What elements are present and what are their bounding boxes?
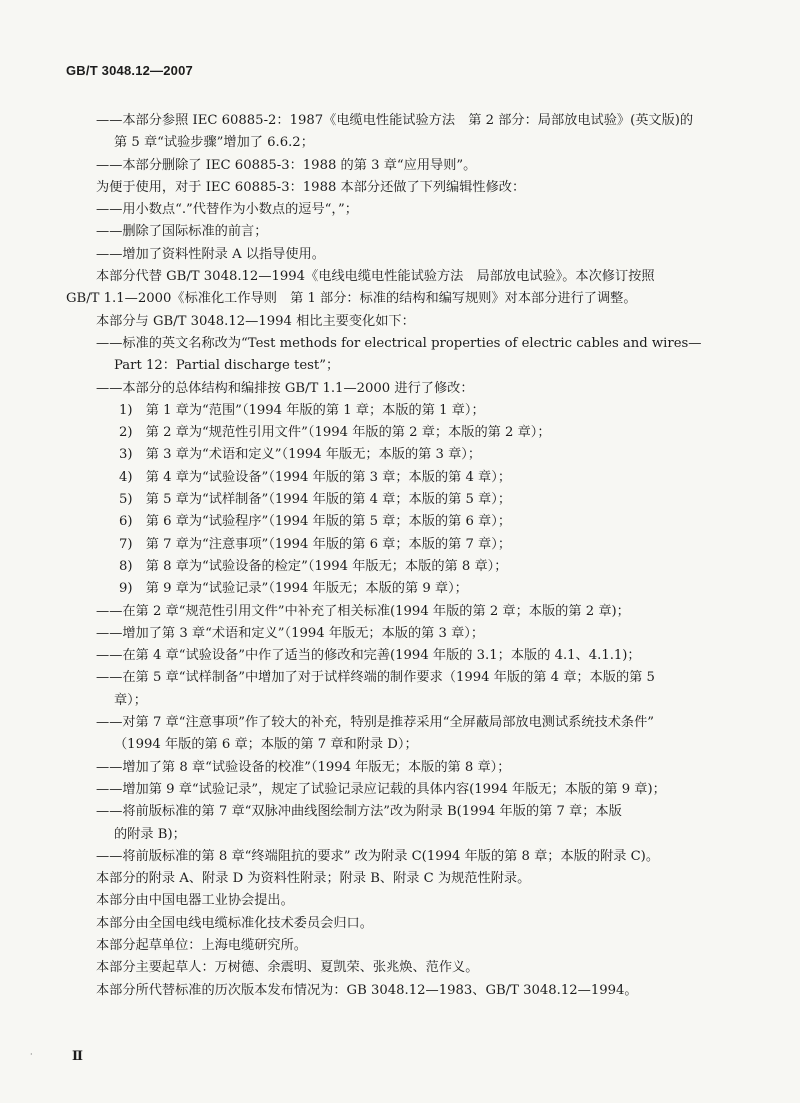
- text-line: ——对第 7 章“注意事项”作了较大的补充，特别是推荐采用“全屏蔽局部放电测试系统技术条件”: [96, 715, 655, 731]
- text-line: 6) 第 6 章为“试验程序”（1994 年版的第 5 章；本版的第 6 章）；: [119, 514, 512, 530]
- text-line: ——增加了第 3 章“术语和定义”（1994 年版无；本版的第 3 章）；: [96, 625, 485, 641]
- text-line: 章）；: [114, 692, 147, 708]
- text-line: 本部分所代替标准的历次版本发布情况为：GB 3048.12—1983、GB/T 3048.12—1994。: [96, 982, 638, 998]
- text-line: ——将前版标准的第 7 章“双脉冲曲线图绘制方法”改为附录 B(1994 年版的第 7 章；本版: [96, 804, 622, 820]
- text-line: 本部分与 GB/T 3048.12—1994 相比主要变化如下：: [96, 313, 415, 329]
- text-line: Part 12：Partial discharge test”；: [114, 358, 340, 374]
- text-line: ——将前版标准的第 8 章“终端阻抗的要求” 改为附录 C(1994 年版的第 8 章；本版的附录 C)。: [96, 848, 660, 864]
- text-line: ——本部分的总体结构和编排按 GB/T 1.1—2000 进行了修改：: [96, 380, 474, 396]
- text-line: 7) 第 7 章为“注意事项”（1994 年版的第 6 章；本版的第 7 章）；: [119, 536, 512, 552]
- text-line: ——用小数点“.”代替作为小数点的逗号“，”；: [96, 202, 358, 218]
- text-line: ——在第 2 章“规范性引用文件”中补充了相关标准(1994 年版的第 2 章；本版的第 2 章)；: [96, 603, 630, 619]
- text-line: 第 5 章“试验步骤”增加了 6.6.2；: [114, 135, 314, 151]
- text-line: ——在第 4 章“试验设备”中作了适当的修改和完善(1994 年版的 3.1；本版的 4.1、4.1.1)；: [96, 648, 641, 664]
- text-line: 1) 第 1 章为“范围”（1994 年版的第 1 章；本版的第 1 章）；: [119, 402, 485, 418]
- standard-number-header: GB/T 3048.12—2007: [66, 63, 193, 78]
- text-line: 本部分主要起草人：万树德、余震明、夏凯荣、张兆焕、范作义。: [96, 960, 479, 976]
- text-line: 本部分起草单位：上海电缆研究所。: [96, 937, 307, 953]
- text-line: GB/T 1.1—2000《标准化工作导则 第 1 部分：标准的结构和编写规则》对本部分进行了调整。: [66, 291, 637, 307]
- text-line: ——增加了资料性附录 A 以指导使用。: [96, 246, 325, 262]
- text-line: 本部分代替 GB/T 3048.12—1994《电线电缆电性能试验方法 局部放电试验》。本次修订按照: [96, 269, 655, 285]
- text-line: 4) 第 4 章为“试验设备”（1994 年版的第 3 章；本版的第 4 章）；: [119, 469, 512, 485]
- text-line: ——在第 5 章“试样制备”中增加了对于试样终端的制作要求（1994 年版的第 4 章；本版的第 5: [96, 670, 655, 686]
- text-line: 本部分由全国电线电缆标准化技术委员会归口。: [96, 915, 373, 931]
- text-line: 本部分的附录 A、附录 D 为资料性附录；附录 B、附录 C 为规范性附录。: [96, 871, 531, 887]
- text-line: 5) 第 5 章为“试样制备”（1994 年版的第 4 章；本版的第 5 章）；: [119, 492, 512, 508]
- text-line: ——本部分删除了 IEC 60885-3：1988 的第 3 章“应用导则”。: [96, 157, 477, 173]
- margin-dot: ·: [30, 1050, 33, 1059]
- text-line: 2) 第 2 章为“规范性引用文件”（1994 年版的第 2 章；本版的第 2 章）；: [119, 425, 551, 441]
- text-line: ——本部分参照 IEC 60885-2：1987《电缆电性能试验方法 第 2 部分：局部放电试验》(英文版)的: [96, 113, 694, 128]
- text-line: 的附录 B)；: [114, 826, 186, 842]
- text-line: 3) 第 3 章为“术语和定义”（1994 年版无；本版的第 3 章）；: [119, 447, 482, 463]
- text-line: 本部分由中国电器工业协会提出。: [96, 893, 294, 909]
- text-line: ——删除了国际标准的前言；: [96, 224, 268, 240]
- text-line: 9) 第 9 章为“试验记录”（1994 年版无；本版的第 9 章）；: [119, 581, 468, 597]
- page-number: Ⅱ: [72, 1049, 83, 1064]
- text-line: ——增加了第 8 章“试验设备的校准”（1994 年版无；本版的第 8 章）；: [96, 759, 511, 775]
- text-line: 为便于使用，对于 IEC 60885-3：1988 本部分还做了下列编辑性修改：: [96, 179, 526, 195]
- foreword-body: [66, 110, 736, 1002]
- text-line: ——增加第 9 章“试验记录”，规定了试验记录应记载的具体内容(1994 年版无；本版的第 9 章)；: [96, 781, 666, 797]
- text-line: （1994 年版的第 6 章；本版的第 7 章和附录 D）；: [114, 737, 418, 753]
- text-line: ——标准的英文名称改为“Test methods for electrical properties of electric cables and wires—: [96, 335, 702, 351]
- text-line: 8) 第 8 章为“试验设备的检定”（1994 年版无；本版的第 8 章）；: [119, 558, 508, 574]
